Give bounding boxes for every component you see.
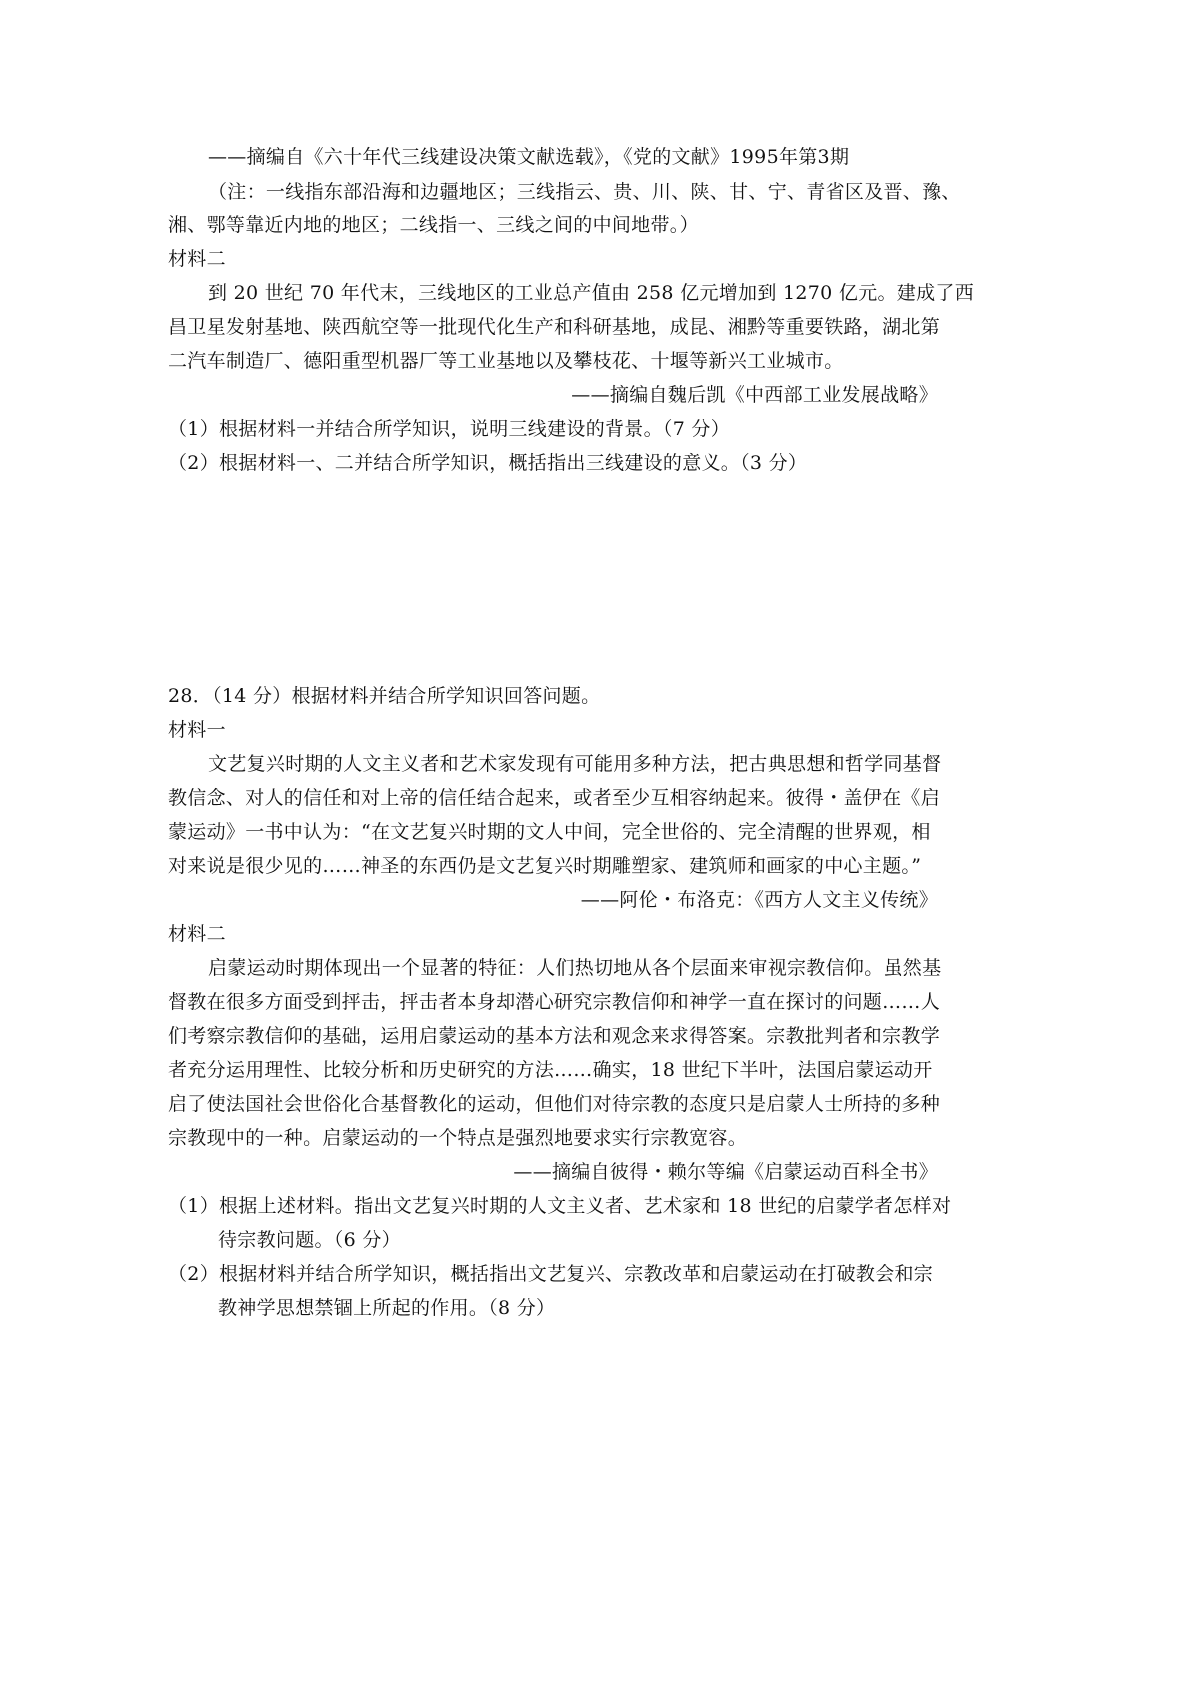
- source-citation-2: ——摘编自彼得・赖尔等编《启蒙运动百科全书》: [513, 1161, 938, 1183]
- material-text-line: 文艺复兴时期的人文主义者和艺术家发现有可能用多种方法，把古典思想和哲学同基督: [208, 753, 942, 775]
- material-text-line: 蒙运动》一书中认为：“在文艺复兴时期的文人中间，完全世俗的、完全清醒的世界观，相: [168, 821, 931, 843]
- material-text-line: 启了使法国社会世俗化合基督教化的运动，但他们对待宗教的态度只是启蒙人士所持的多种: [168, 1093, 941, 1115]
- source-citation-2: ——摘编自魏后凯《中西部工业发展战略》: [571, 384, 938, 406]
- material-text-line: 昌卫星发射基地、陕西航空等一批现代化生产和科研基地，成昆、湘黔等重要铁路，湖北第: [168, 316, 941, 338]
- material-text-line: 宗教现中的一种。启蒙运动的一个特点是强烈地要求实行宗教宽容。: [168, 1127, 748, 1149]
- question-2-line-2: 教神学思想禁锢上所起的作用。（8 分）: [218, 1297, 556, 1319]
- material-text-line: 督教在很多方面受到抨击，抨击者本身却潜心研究宗教信仰和神学一直在探讨的问题……人: [168, 991, 941, 1013]
- question-1-line-2: 待宗教问题。（6 分）: [218, 1229, 401, 1251]
- question-1: （1）根据材料一并结合所学知识，说明三线建设的背景。（7 分）: [168, 418, 731, 440]
- material-text-line: 者充分运用理性、比较分析和历史研究的方法……确实，18 世纪下半叶，法国启蒙运动开: [168, 1059, 933, 1081]
- material-text-line: 启蒙运动时期体现出一个显著的特征：人们热切地从各个层面来审视宗教信仰。虽然基: [208, 957, 942, 979]
- material-text-line: 教信念、对人的信任和对上帝的信任结合起来，或者至少互相容纳起来。彼得・盖伊在《启: [168, 787, 941, 809]
- question-1-line-1: （1）根据上述材料。指出文艺复兴时期的人文主义者、艺术家和 18 世纪的启蒙学者怎样对: [168, 1195, 952, 1217]
- note-line-2: 湘、鄂等靠近内地的地区；二线指一、三线之间的中间地带。）: [168, 214, 699, 236]
- material-label: 材料二: [168, 248, 226, 270]
- material-text-line: 对来说是很少见的……神圣的东西仍是文艺复兴时期雕塑家、建筑师和画家的中心主题。”: [168, 855, 922, 877]
- source-citation-1: ——阿伦・布洛克：《西方人文主义传统》: [580, 889, 938, 911]
- source-citation-1: ——摘编自《六十年代三线建设决策文献选载》，《党的文献》1995年第3期: [208, 146, 850, 168]
- material-text-line: 们考察宗教信仰的基础，运用启蒙运动的基本方法和观念来求得答案。宗教批判者和宗教学: [168, 1025, 941, 1047]
- material-text-line: 到 20 世纪 70 年代末，三线地区的工业总产值由 258 亿元增加到 1270 亿元。建成了西: [208, 282, 974, 304]
- question-2: （2）根据材料一、二并结合所学知识，概括指出三线建设的意义。（3 分）: [168, 452, 808, 474]
- note-line-1: （注：一线指东部沿海和边疆地区；三线指云、贵、川、陕、甘、宁、青省区及晋、豫、: [208, 181, 961, 203]
- material-text-line: 二汽车制造厂、德阳重型机器厂等工业基地以及攀枝花、十堰等新兴工业城市。: [168, 350, 844, 372]
- question-heading: 28．（14 分）根据材料并结合所学知识回答问题。: [168, 685, 601, 707]
- question-2-line-1: （2）根据材料并结合所学知识，概括指出文艺复兴、宗教改革和启蒙运动在打破教会和宗: [168, 1263, 934, 1285]
- material-label: 材料一: [168, 719, 226, 741]
- material-label: 材料二: [168, 923, 226, 945]
